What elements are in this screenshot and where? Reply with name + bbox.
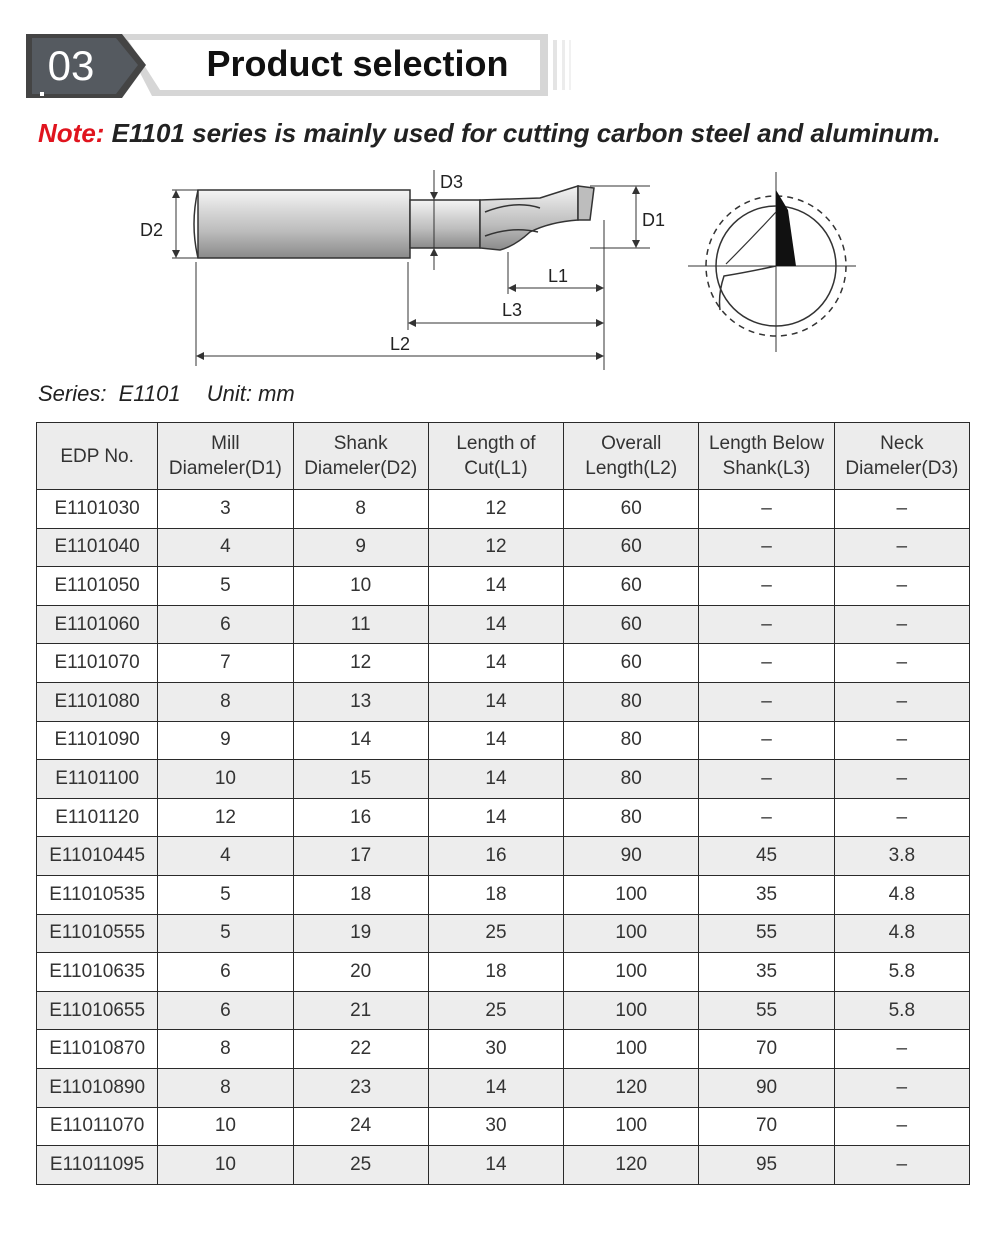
table-cell: 12 <box>428 490 563 529</box>
table-cell: 18 <box>293 875 428 914</box>
edp-number-cell: E11010535 <box>37 875 158 914</box>
table-cell: 5 <box>158 914 293 953</box>
table-cell: 10 <box>293 567 428 606</box>
table-row <box>37 567 970 606</box>
edp-number-cell: E11010655 <box>37 991 158 1030</box>
section-title: Product selection <box>206 43 509 84</box>
table-cell: 4 <box>158 837 293 876</box>
column-header-line: Cut(L1) <box>464 458 528 479</box>
table-row <box>37 837 970 876</box>
table-cell: 18 <box>428 875 563 914</box>
table-cell: 8 <box>158 1030 293 1069</box>
table-cell: 14 <box>428 567 563 606</box>
table-cell: 35 <box>699 953 834 992</box>
series-value: E1101 <box>118 381 181 406</box>
column-header <box>428 423 563 490</box>
table-cell: 17 <box>293 837 428 876</box>
column-header-line: Diameler(D3) <box>845 458 959 479</box>
table-cell: 100 <box>564 1030 699 1069</box>
table-cell: – <box>699 567 834 606</box>
table-cell: 80 <box>564 682 699 721</box>
table-cell: 15 <box>293 760 428 799</box>
column-header-line: Neck <box>880 433 924 454</box>
column-header-line: Diameler(D1) <box>168 458 282 479</box>
table-cell: 23 <box>293 1068 428 1107</box>
shank <box>198 190 410 258</box>
edp-number-cell: E11010445 <box>37 837 158 876</box>
table-cell: 10 <box>158 1146 293 1185</box>
table-cell: 4.8 <box>834 914 969 953</box>
table-cell: 4 <box>158 528 293 567</box>
table-cell: 22 <box>293 1030 428 1069</box>
table-cell: 21 <box>293 991 428 1030</box>
column-header-line: Length of <box>456 433 536 454</box>
table-cell: 100 <box>564 875 699 914</box>
table-row <box>37 953 970 992</box>
edp-number-cell: E1101100 <box>37 760 158 799</box>
table-cell: – <box>834 644 969 683</box>
table-cell: 12 <box>158 798 293 837</box>
table-cell: 25 <box>293 1146 428 1185</box>
table-cell: 9 <box>158 721 293 760</box>
series-info <box>38 378 301 410</box>
table-cell: 19 <box>293 914 428 953</box>
table-cell: 14 <box>428 721 563 760</box>
table-row <box>37 682 970 721</box>
edp-number-cell: E11011070 <box>37 1107 158 1146</box>
table-cell: 55 <box>699 991 834 1030</box>
note-label: Note: <box>38 118 105 148</box>
table-row <box>37 760 970 799</box>
table-cell: – <box>699 490 834 529</box>
table-cell: 8 <box>158 682 293 721</box>
table-row <box>37 644 970 683</box>
table-cell: 60 <box>564 644 699 683</box>
column-header-line: Length Below <box>708 433 825 454</box>
column-header-line: Overall <box>601 433 662 454</box>
column-header-line: EDP No. <box>60 445 134 467</box>
table-cell: 12 <box>428 528 563 567</box>
table-cell: 35 <box>699 875 834 914</box>
column-header-line: Shank(L3) <box>722 458 811 479</box>
table-cell: 14 <box>293 721 428 760</box>
corner-mark <box>40 92 44 96</box>
table-row <box>37 1107 970 1146</box>
table-row <box>37 605 970 644</box>
table-row <box>37 914 970 953</box>
table-cell: 60 <box>564 490 699 529</box>
series-label: Series: <box>38 381 107 406</box>
table-body <box>37 490 970 1185</box>
edp-number-cell: E1101070 <box>37 644 158 683</box>
table-cell: 14 <box>428 644 563 683</box>
note-line <box>38 113 978 153</box>
edp-number-cell: E1101080 <box>37 682 158 721</box>
table-cell: 3 <box>158 490 293 529</box>
table-cell: 20 <box>293 953 428 992</box>
unit-label: Unit: mm <box>206 381 295 406</box>
table-cell: 5.8 <box>834 991 969 1030</box>
table-cell: 70 <box>699 1030 834 1069</box>
table-cell: 7 <box>158 644 293 683</box>
table-cell: 5 <box>158 567 293 606</box>
table-cell: 12 <box>293 644 428 683</box>
table-cell: 6 <box>158 991 293 1030</box>
table-cell: 60 <box>564 567 699 606</box>
end-mill-diagram <box>120 160 880 380</box>
table-cell: – <box>699 760 834 799</box>
table-cell: 4.8 <box>834 875 969 914</box>
edp-number-cell: E11010555 <box>37 914 158 953</box>
table-cell: 5 <box>158 875 293 914</box>
section-number: 03 <box>47 42 95 89</box>
table-cell: – <box>834 528 969 567</box>
table-cell: – <box>834 1068 969 1107</box>
column-header <box>564 423 699 490</box>
table-cell: 25 <box>428 991 563 1030</box>
label-d2: D2 <box>140 220 164 240</box>
edp-number-cell: E1101060 <box>37 605 158 644</box>
table-cell: – <box>699 528 834 567</box>
edp-number-cell: E1101040 <box>37 528 158 567</box>
edp-number-cell: E1101030 <box>37 490 158 529</box>
table-cell: 100 <box>564 914 699 953</box>
table-cell: 16 <box>293 798 428 837</box>
table-cell: 120 <box>564 1068 699 1107</box>
table-cell: 70 <box>699 1107 834 1146</box>
table-cell: 13 <box>293 682 428 721</box>
label-l2: L2 <box>390 334 411 354</box>
edp-number-cell: E11010635 <box>37 953 158 992</box>
table-cell: 100 <box>564 991 699 1030</box>
table-cell: 80 <box>564 721 699 760</box>
edp-number-cell: E1101050 <box>37 567 158 606</box>
accent-stripe-3 <box>569 40 571 90</box>
table-cell: 90 <box>699 1068 834 1107</box>
neck <box>410 200 480 248</box>
column-header <box>37 423 158 490</box>
table-cell: 60 <box>564 605 699 644</box>
table-row <box>37 490 970 529</box>
table-cell: 100 <box>564 1107 699 1146</box>
table-cell: 14 <box>428 760 563 799</box>
column-header <box>699 423 834 490</box>
table-cell: 9 <box>293 528 428 567</box>
table-cell: – <box>834 490 969 529</box>
table-cell: 8 <box>158 1068 293 1107</box>
accent-stripe-2 <box>562 40 565 90</box>
table-cell: – <box>699 682 834 721</box>
table-cell: – <box>834 682 969 721</box>
table-cell: 80 <box>564 798 699 837</box>
table-row <box>37 798 970 837</box>
label-d3: D3 <box>440 172 464 192</box>
table-cell: 16 <box>428 837 563 876</box>
table-cell: – <box>699 721 834 760</box>
table-cell: 80 <box>564 760 699 799</box>
table-cell: 95 <box>699 1146 834 1185</box>
table-cell: 11 <box>293 605 428 644</box>
label-l1: L1 <box>548 266 569 286</box>
column-header <box>834 423 969 490</box>
table-cell: 3.8 <box>834 837 969 876</box>
table-cell: 25 <box>428 914 563 953</box>
table-cell: 60 <box>564 528 699 567</box>
table-cell: 14 <box>428 798 563 837</box>
table-cell: 24 <box>293 1107 428 1146</box>
table-row <box>37 1146 970 1185</box>
table-cell: 14 <box>428 682 563 721</box>
table-cell: 6 <box>158 953 293 992</box>
note-text: E1101 series is mainly used for cutting carbon steel and aluminum. <box>104 118 941 148</box>
table-cell: 10 <box>158 1107 293 1146</box>
table-cell: 8 <box>293 490 428 529</box>
table-row <box>37 721 970 760</box>
column-header-line: Diameler(D2) <box>304 458 418 479</box>
table-cell: 45 <box>699 837 834 876</box>
table-row <box>37 991 970 1030</box>
table-row <box>37 528 970 567</box>
flute-body <box>480 186 578 250</box>
column-header <box>158 423 293 490</box>
table-cell: 90 <box>564 837 699 876</box>
table-row <box>37 1068 970 1107</box>
table-cell: 30 <box>428 1107 563 1146</box>
table-cell: 55 <box>699 914 834 953</box>
table-cell: 10 <box>158 760 293 799</box>
column-header-line: Mill <box>211 433 240 454</box>
table-cell: – <box>834 1146 969 1185</box>
edp-number-cell: E1101090 <box>37 721 158 760</box>
table-cell: 14 <box>428 1146 563 1185</box>
table-cell: – <box>834 1030 969 1069</box>
edp-number-cell: E11010870 <box>37 1030 158 1069</box>
section-header <box>0 0 1000 110</box>
table-cell: – <box>834 798 969 837</box>
table-cell: – <box>834 605 969 644</box>
table-cell: – <box>834 760 969 799</box>
table-cell: – <box>699 605 834 644</box>
label-d1: D1 <box>642 210 666 230</box>
tool-drawing <box>120 160 880 380</box>
table-cell: 14 <box>428 1068 563 1107</box>
table-row <box>37 875 970 914</box>
table-cell: 5.8 <box>834 953 969 992</box>
table-cell: – <box>834 567 969 606</box>
table-cell: 18 <box>428 953 563 992</box>
end-view <box>688 172 856 352</box>
table-cell: – <box>834 1107 969 1146</box>
column-header-line: Shank <box>333 433 388 454</box>
table-cell: 14 <box>428 605 563 644</box>
edp-number-cell: E11011095 <box>37 1146 158 1185</box>
edp-number-cell: E11010890 <box>37 1068 158 1107</box>
table-cell: 120 <box>564 1146 699 1185</box>
table-header-row <box>37 423 970 490</box>
product-selection-table <box>36 422 970 1185</box>
column-header-line: Length(L2) <box>585 458 678 479</box>
table-row <box>37 1030 970 1069</box>
table-cell: – <box>834 721 969 760</box>
table-cell: – <box>699 798 834 837</box>
table-cell: 6 <box>158 605 293 644</box>
label-l3: L3 <box>502 300 523 320</box>
table-cell: 30 <box>428 1030 563 1069</box>
edp-number-cell: E1101120 <box>37 798 158 837</box>
table-cell: 100 <box>564 953 699 992</box>
table-cell: – <box>699 644 834 683</box>
column-header <box>293 423 428 490</box>
